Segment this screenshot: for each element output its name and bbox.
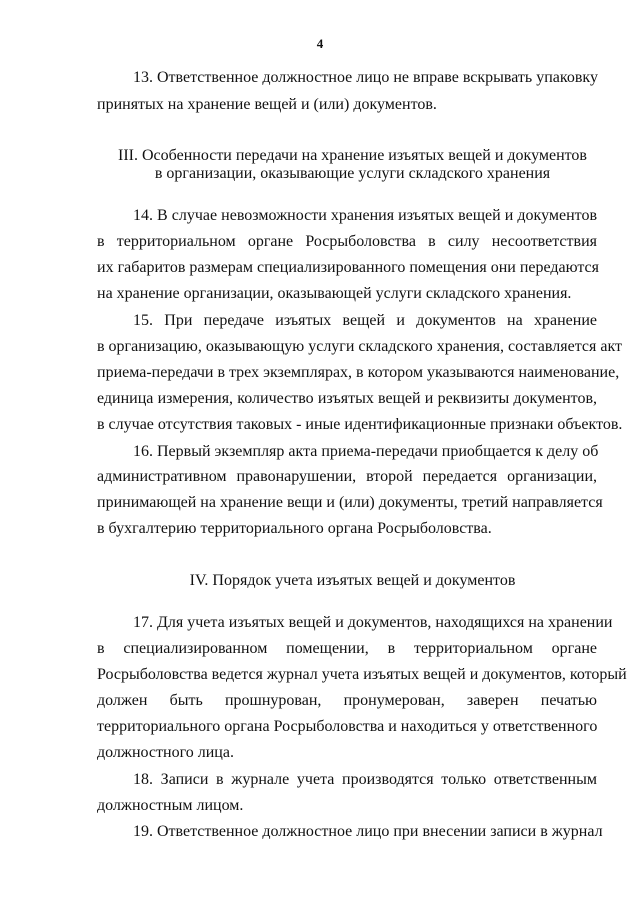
clause-17-line-1: 17. Для учета изъятых вещей и документов, находящихся на хранении [133, 614, 613, 631]
clause-18-line-2: должностным лицом. [97, 797, 244, 814]
clause-17-line-2: в специализированном помещении, в территориальном органе [97, 640, 597, 657]
clause-15-line-5: в случае отсутствия таковых - иные идентификационные признаки объектов. [97, 416, 623, 433]
clause-16-line-4: в бухгалтерию территориального органа Росрыболовства. [97, 520, 492, 537]
clause-13-line-2: принятых на хранение вещей и (или) документов. [97, 96, 437, 113]
clause-14-line-2: в территориальном органе Росрыболовства в силу несоответствия [97, 233, 597, 250]
clause-14-line-3: их габаритов размерам специализированного помещения они передаются [97, 259, 600, 276]
clause-14-line-1: 14. В случае невозможности хранения изъятых вещей и документов [133, 207, 597, 224]
section-3-heading-line-2: в организации, оказывающие услуги складского хранения [154, 165, 551, 182]
clause-17-line-6: должностного лица. [97, 744, 234, 761]
clause-18-line-1: 18. Записи в журнале учета производятся только ответственным [133, 771, 597, 788]
clause-16-line-2: административном правонарушении, второй передается организации, [97, 468, 597, 485]
page-number: 4 [316, 36, 324, 51]
clause-15-line-1: 15. При передаче изъятых вещей и документов на хранение [133, 312, 597, 329]
clause-13-line-1: 13. Ответственное должностное лицо не вправе вскрывать упаковку [133, 69, 598, 86]
clause-15-line-4: единица измерения, количество изъятых вещей и реквизиты документов, [97, 390, 597, 407]
clause-17-line-5: территориального органа Росрыболовства и находиться у ответственного [97, 718, 598, 735]
clause-15-line-2: в организацию, оказывающую услуги складского хранения, составляется акт [97, 338, 622, 355]
clause-16-line-1: 16. Первый экземпляр акта приема-передачи приобщается к делу об [133, 443, 599, 460]
section-3-heading-line-1: III. Особенности передачи на хранение изъятых вещей и документов [118, 147, 587, 164]
section-4-heading: IV. Порядок учета изъятых вещей и документов [189, 572, 516, 589]
clause-15-line-3: приема-передачи в трех экземплярах, в котором указываются наименование, [97, 364, 620, 381]
clause-19-line-1: 19. Ответственное должностное лицо при внесении записи в журнал [133, 823, 603, 840]
clause-17-line-4: должен быть прошнурован, пронумерован, заверен печатью [97, 692, 597, 709]
clause-14-line-4: на хранение организации, оказывающей услуги складского хранения. [97, 285, 572, 302]
clause-16-line-3: принимающей на хранение вещи и (или) документы, третий направляется [97, 494, 603, 511]
clause-17-line-3: Росрыболовства ведется журнал учета изъятых вещей и документов, который [97, 666, 627, 683]
